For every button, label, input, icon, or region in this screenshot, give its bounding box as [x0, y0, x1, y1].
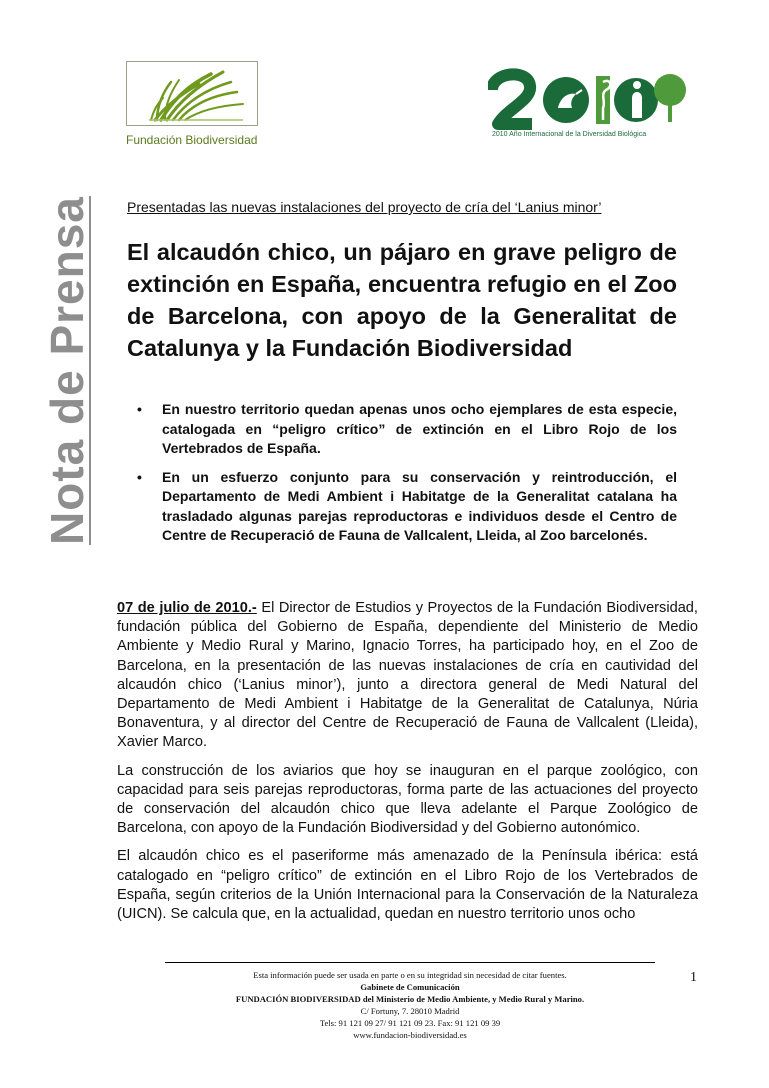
- body-paragraph: El alcaudón chico es el paseriforme más amenazado de la Península ibérica: está catalogado en “peligro crítico” de extinción en el Libro Rojo de los Vertebrados de España, según criterios de la Unión Internacional para la Conservación de la Naturaleza (UICN). Se calcula que, en la actualidad, quedan en nuestro territorio unos ocho: [117, 848, 698, 923]
- subtitle: Presentadas las nuevas instalaciones del proyecto de cría del ‘Lanius minor’: [127, 199, 602, 215]
- footer-disclaimer: Esta información puede ser usada en parte o en su integridad sin necesidad de citar fuentes.: [253, 970, 567, 980]
- logo-frame: [126, 61, 258, 126]
- body-paragraph: [117, 599, 698, 753]
- fundacion-biodiversidad-logo: [126, 61, 260, 149]
- headline: El alcaudón chico, un pájaro en grave peligro de extinción en España, encuentra refugio en el Zoo de Barcelona, con apoyo de la Generalitat de Catalunya y la Fundación Biodiversidad: [127, 239, 677, 361]
- org-name: Fundación Biodiversidad: [126, 133, 258, 147]
- press-release-label: Nota de Prensa: [41, 196, 93, 545]
- body-paragraph-text: El Director de Estudios y Proyectos de la Fundación Biodiversidad, fundación pública del Gobierno de España, dependiente del Ministerio de Medio Ambiente y Medio Rural y Marino, Ignacio Torres, ha participado hoy, en el Zoo de Barcelona, en la presentación de las nuevas instalaciones de cría en cautividad del alcaudón chico (‘Lanius minor’), junto a directora general de Medi Natural del Departamento de Medi Ambient i Habitatge de la Generalitat de Catalunya, Núria Bonaventura, y al director del Centre de Recuperació de Fauna de Vallcalent (Lleida), Xavier Marco.: [117, 600, 698, 751]
- footer-office: Gabinete de Comunicación: [360, 982, 460, 992]
- dateline: 07 de julio de 2010.-: [117, 600, 257, 616]
- article-body: [117, 599, 698, 933]
- footer-website[interactable]: www.fundacion-biodiversidad.es: [353, 1030, 467, 1040]
- year-2010-graphic: [488, 68, 688, 130]
- highlights-list: [137, 400, 677, 555]
- highlight-item: [137, 468, 677, 546]
- year-2010-logo: [488, 68, 688, 148]
- footer-phones: Tels: 91 121 09 27/ 91 121 09 23. Fax: 91 121 09 39: [319, 1018, 501, 1028]
- grass-icon: [127, 62, 257, 125]
- footer-address: C/ Fortuny, 7. 28010 Madrid: [360, 1006, 460, 1016]
- body-paragraph: La construcción de los aviarios que hoy se inauguran en el parque zoológico, con capacidad para seis parejas reproductoras, forma parte de las actuaciones del proyecto de conservación del alcaudón chico que lleva adelante el Parque Zoológico de Barcelona, con apoyo de la Fundación Biodiversidad y del Gobierno autonómico.: [117, 762, 698, 837]
- highlight-text: En un esfuerzo conjunto para su conservación y reintroducción, el Departamento de Medi Ambient i Habitatge de la Generalitat catalana ha trasladado algunas parejas reproductoras e individuos desde el Centro de Centre de Recuperació de Fauna de Vallcalent, Lleida, al Zoo barcelonés.: [162, 468, 677, 543]
- page-number: 1: [690, 970, 697, 985]
- year-logo-caption: 2010 Año Internacional de la Diversidad Biológica: [492, 131, 647, 138]
- footer-divider: [165, 962, 655, 963]
- bullet-icon: •: [137, 468, 142, 485]
- person-icon: [632, 92, 642, 118]
- footer-organization: FUNDACIÓN BIODIVERSIDAD del Ministerio de Medio Ambiente, y Medio Rural y Marino.: [235, 994, 585, 1004]
- footer: [165, 969, 655, 1041]
- highlight-text: En nuestro territorio quedan apenas unos ocho ejemplares de esta especie, catalogada en “peligro crítico” de extinción en el Libro Rojo de los Vertebrados de España.: [162, 401, 677, 456]
- highlight-item: [137, 400, 677, 459]
- bullet-icon: •: [137, 401, 142, 417]
